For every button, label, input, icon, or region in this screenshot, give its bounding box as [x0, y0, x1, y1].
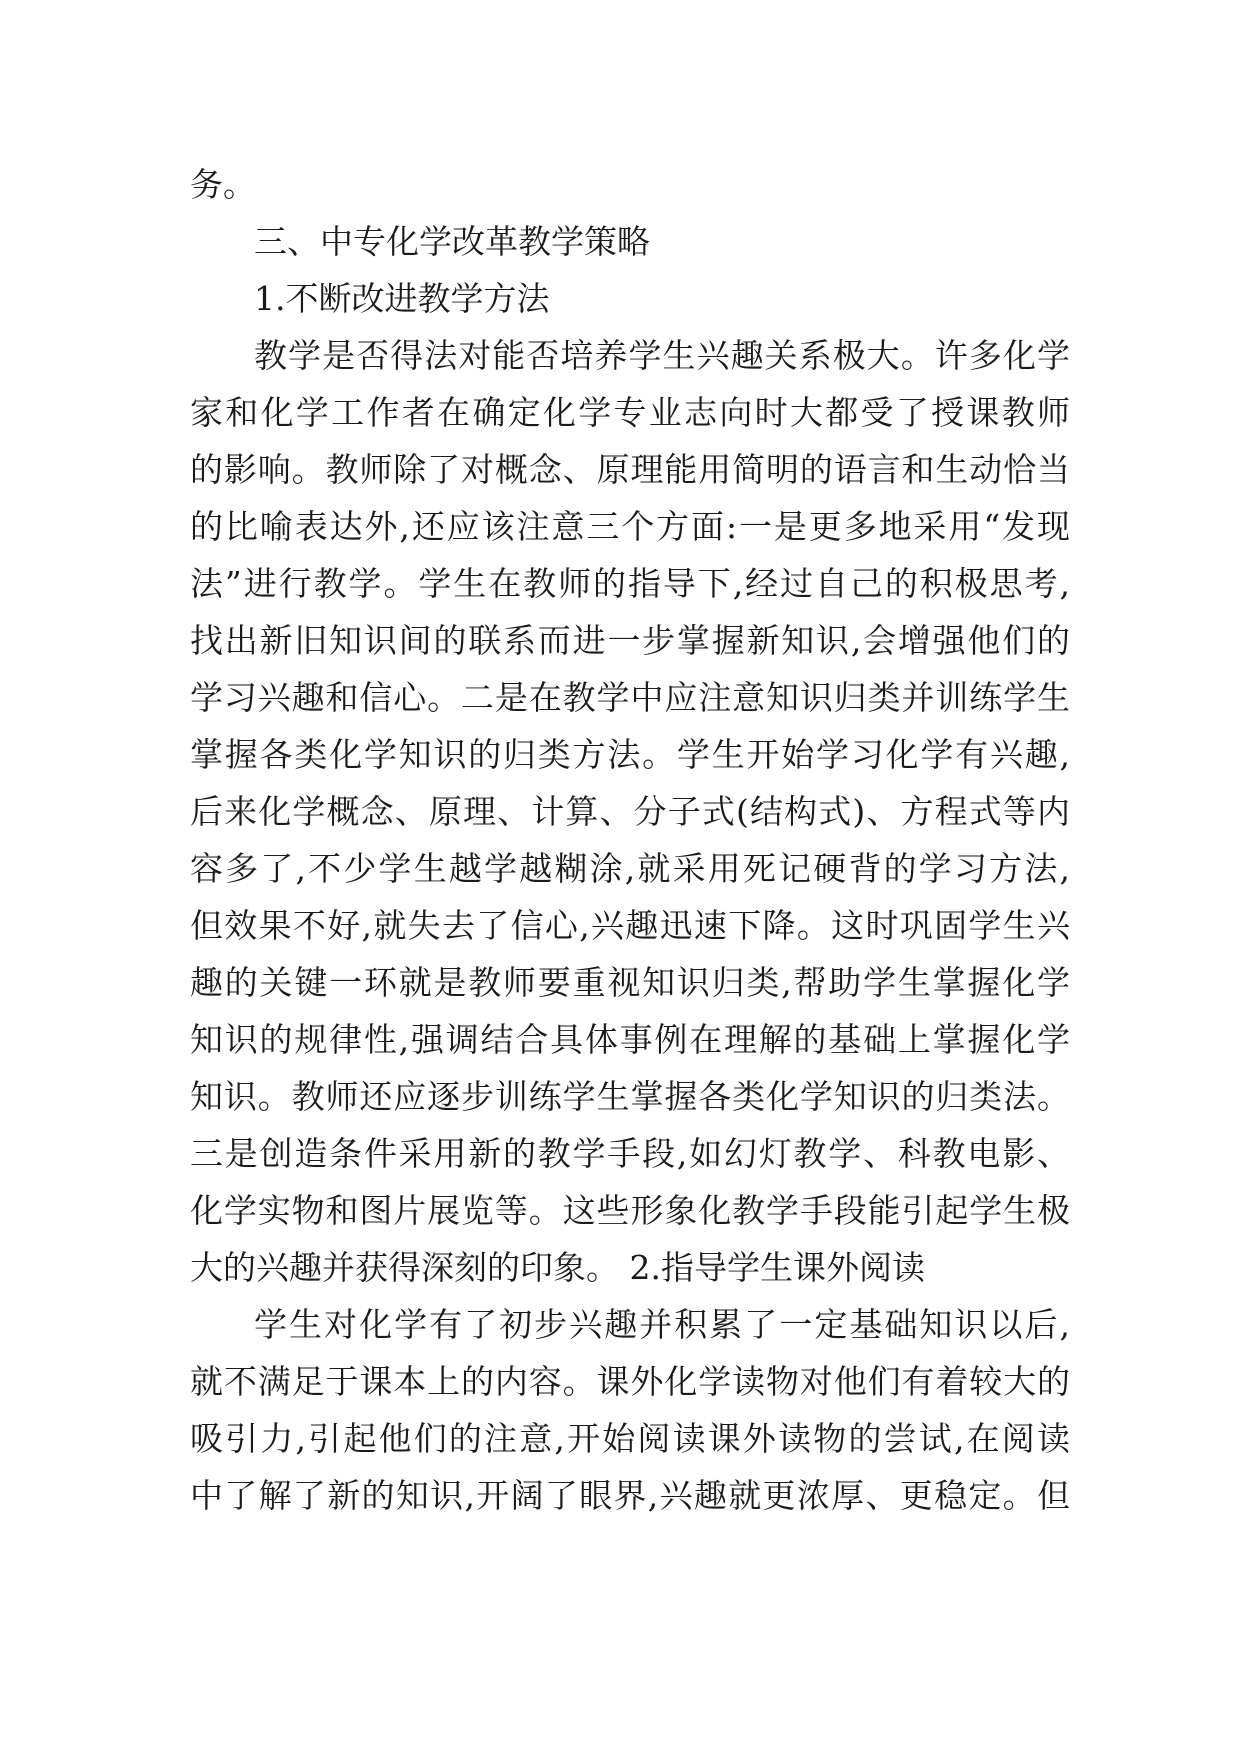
text-line: 趣的关键一环就是教师要重视知识归类,帮助学生掌握化学 — [190, 963, 1070, 1002]
text-line: 家和化学工作者在确定化学专业志向时大都受了授课教师 — [190, 393, 1070, 432]
text-line: 务。 — [190, 165, 256, 204]
text-line: 找出新旧知识间的联系而进一步掌握新知识,会增强他们的 — [190, 621, 1070, 660]
text-line: 三是创造条件采用新的教学手段,如幻灯教学、科教电影、 — [190, 1134, 1070, 1173]
text-line: 中了解了新的知识,开阔了眼界,兴趣就更浓厚、更稳定。但 — [190, 1476, 1070, 1515]
subsection-heading: 1.不断改进教学方法 — [254, 279, 550, 318]
text-line: 吸引力,引起他们的注意,开始阅读课外读物的尝试,在阅读 — [190, 1419, 1070, 1458]
text-line: 大的兴趣并获得深刻的印象。 2.指导学生课外阅读 — [190, 1248, 925, 1287]
section-heading: 三、中专化学改革教学策略 — [254, 222, 650, 261]
text-line: 学习兴趣和信心。二是在教学中应注意知识归类并训练学生 — [190, 678, 1070, 717]
text-line: 知识的规律性,强调结合具体事例在理解的基础上掌握化学 — [190, 1020, 1070, 1059]
text-line: 的比喻表达外,还应该注意三个方面:一是更多地采用“发现 — [190, 507, 1070, 546]
text-line: 法”进行教学。学生在教师的指导下,经过自己的积极思考, — [190, 564, 1070, 603]
text-line: 的影响。教师除了对概念、原理能用简明的语言和生动恰当 — [190, 450, 1070, 489]
text-line: 但效果不好,就失去了信心,兴趣迅速下降。这时巩固学生兴 — [190, 906, 1070, 945]
text-line: 掌握各类化学知识的归类方法。学生开始学习化学有兴趣, — [190, 735, 1070, 774]
text-line: 容多了,不少学生越学越糊涂,就采用死记硬背的学习方法, — [190, 849, 1070, 888]
text-line: 知识。教师还应逐步训练学生掌握各类化学知识的归类法。 — [190, 1077, 1070, 1116]
text-line: 教学是否得法对能否培养学生兴趣关系极大。许多化学 — [254, 336, 1070, 375]
text-line: 学生对化学有了初步兴趣并积累了一定基础知识以后, — [254, 1305, 1070, 1344]
text-line: 后来化学概念、原理、计算、分子式(结构式)、方程式等内 — [190, 792, 1070, 831]
text-line: 化学实物和图片展览等。这些形象化教学手段能引起学生极 — [190, 1191, 1070, 1230]
text-line: 就不满足于课本上的内容。课外化学读物对他们有着较大的 — [190, 1362, 1070, 1401]
